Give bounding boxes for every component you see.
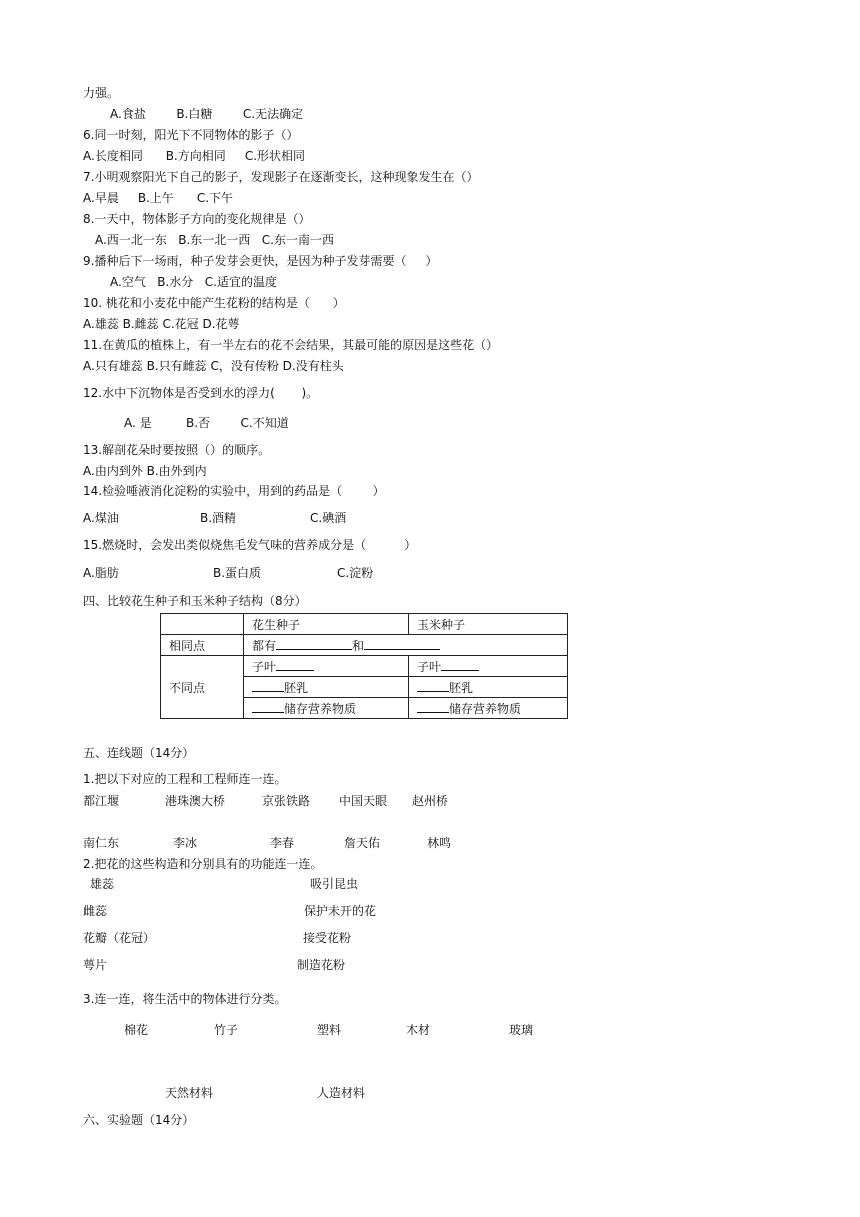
peanut-cotyledon-cell	[244, 656, 409, 677]
same-cell	[244, 635, 568, 656]
q9-options: A.空气 B.水分 C.适宜的温度	[110, 275, 277, 289]
corn-storage-label: 储存营养物质	[449, 701, 522, 716]
function-item[interactable]: 吸引昆虫	[310, 877, 359, 891]
peanut-storage-cell	[244, 698, 409, 719]
project-item[interactable]: 京张铁路	[262, 794, 311, 808]
engineer-item[interactable]: 詹天佑	[344, 836, 381, 850]
flower-part-item[interactable]: 花瓣（花冠）	[83, 931, 156, 945]
q15-option-c: C.淀粉	[337, 566, 374, 580]
peanut-storage-blank[interactable]	[252, 700, 284, 713]
same-prefix: 都有	[252, 638, 277, 653]
q6-options: A.长度相同 B.方向相同 C.形状相同	[83, 149, 306, 163]
q13-options: A.由内到外 B.由外到内	[83, 464, 207, 478]
q12-options: A. 是 B.否 C.不知道	[124, 416, 289, 430]
function-item[interactable]: 制造花粉	[297, 958, 346, 972]
q12-text: 12.水中下沉物体是否受到水的浮力( )。	[83, 386, 319, 400]
match-2-instruction: 2.把花的这些构造和分别具有的功能连一连。	[83, 857, 323, 871]
section-5-heading: 五、连线题（14分）	[83, 746, 195, 760]
q15-option-b: B.蛋白质	[213, 566, 262, 580]
engineer-item[interactable]: 林鸣	[427, 836, 452, 850]
row-label-diff: 不同点	[161, 656, 244, 719]
flower-part-item[interactable]: 雄蕊	[90, 877, 115, 891]
row-label-same: 相同点	[161, 635, 244, 656]
category-item[interactable]: 天然材料	[165, 1086, 214, 1100]
engineer-item[interactable]: 李春	[270, 836, 295, 850]
q11-options: A.只有雄蕊 B.只有雌蕊 C，没有传粉 D.没有柱头	[83, 359, 344, 373]
q5-tail: 力强。	[83, 86, 120, 100]
q9-text: 9.播种后下一场雨，种子发芽会更快，是因为种子发芽需要（ ）	[83, 254, 438, 268]
peanut-endosperm-label: 胚乳	[284, 680, 309, 695]
corn-storage-cell	[409, 698, 568, 719]
corn-endosperm-label: 胚乳	[449, 680, 474, 695]
peanut-endosperm-cell	[244, 677, 409, 698]
peanut-storage-label: 储存营养物质	[284, 701, 357, 716]
q14-option-c: C.碘酒	[310, 511, 347, 525]
object-item[interactable]: 木材	[406, 1023, 431, 1037]
q10-text: 10. 桃花和小麦花中能产生花粉的结构是（ ）	[83, 296, 345, 310]
project-item[interactable]: 港珠澳大桥	[165, 794, 226, 808]
flower-part-item[interactable]: 雌蕊	[83, 904, 108, 918]
object-item[interactable]: 竹子	[214, 1023, 239, 1037]
project-item[interactable]: 都江堰	[83, 794, 120, 808]
same-and: 和	[352, 638, 365, 653]
blank-1[interactable]	[276, 637, 352, 650]
function-item[interactable]: 接受花粉	[303, 931, 352, 945]
q8-text: 8.一天中，物体影子方向的变化规律是（）	[83, 212, 311, 226]
category-item[interactable]: 人造材料	[317, 1086, 366, 1100]
q14-option-b: B.酒精	[200, 511, 237, 525]
project-item[interactable]: 中国天眼	[339, 794, 388, 808]
object-item[interactable]: 棉花	[124, 1023, 149, 1037]
header-peanut: 花生种子	[244, 614, 409, 635]
section-4-heading: 四、比较花生种子和玉米种子结构（8分）	[83, 594, 307, 608]
object-item[interactable]: 玻璃	[509, 1023, 534, 1037]
project-item[interactable]: 赵州桥	[412, 794, 449, 808]
corn-cotyledon-blank[interactable]	[441, 658, 479, 671]
peanut-endosperm-blank[interactable]	[252, 679, 284, 692]
q8-options: A.西一北一东 B.东一北一西 C.东一南一西	[95, 233, 334, 247]
q14-text: 14.检验唾液消化淀粉的实验中，用到的药品是（ ）	[83, 484, 385, 498]
corn-endosperm-cell	[409, 677, 568, 698]
engineer-item[interactable]: 南仁东	[83, 836, 120, 850]
engineer-item[interactable]: 李冰	[173, 836, 198, 850]
corn-storage-blank[interactable]	[417, 700, 449, 713]
q7-options: A.早晨 B.上午 C.下午	[83, 191, 234, 205]
object-item[interactable]: 塑料	[317, 1023, 342, 1037]
q15-option-a: A.脂肪	[83, 566, 119, 580]
header-corn: 玉米种子	[409, 614, 568, 635]
seed-comparison-table	[160, 613, 568, 719]
q6-text: 6.同一时刻，阳光下不同物体的影子（）	[83, 128, 299, 142]
q7-text: 7.小明观察阳光下自己的影子，发现影子在逐渐变长，这种现象发生在（）	[83, 170, 479, 184]
peanut-cotyledon-blank[interactable]	[276, 658, 314, 671]
peanut-cotyledon-label: 子叶	[252, 659, 277, 674]
corn-cotyledon-cell	[409, 656, 568, 677]
corn-cotyledon-label: 子叶	[417, 659, 442, 674]
q5-options: A.食盐 B.白糖 C.无法确定	[110, 107, 304, 121]
blank-2[interactable]	[364, 637, 440, 650]
q14-option-a: A.煤油	[83, 511, 119, 525]
match-1-instruction: 1.把以下对应的工程和工程师连一连。	[83, 772, 287, 786]
q15-text: 15.燃烧时，会发出类似烧焦毛发气味的营养成分是（ ）	[83, 538, 417, 552]
section-6-heading: 六、实验题（14分）	[83, 1113, 195, 1127]
match-3-instruction: 3.连一连，将生活中的物体进行分类。	[83, 992, 287, 1006]
q13-text: 13.解剖花朵时要按照（）的顺序。	[83, 443, 271, 457]
flower-part-item[interactable]: 萼片	[83, 958, 108, 972]
corn-endosperm-blank[interactable]	[417, 679, 449, 692]
function-item[interactable]: 保护未开的花	[304, 904, 377, 918]
table-corner-cell	[161, 614, 244, 635]
q10-options: A.雄蕊 B.雌蕊 C.花冠 D.花萼	[83, 317, 240, 331]
q11-text: 11.在黄瓜的植株上，有一半左右的花不会结果，其最可能的原因是这些花（）	[83, 338, 499, 352]
